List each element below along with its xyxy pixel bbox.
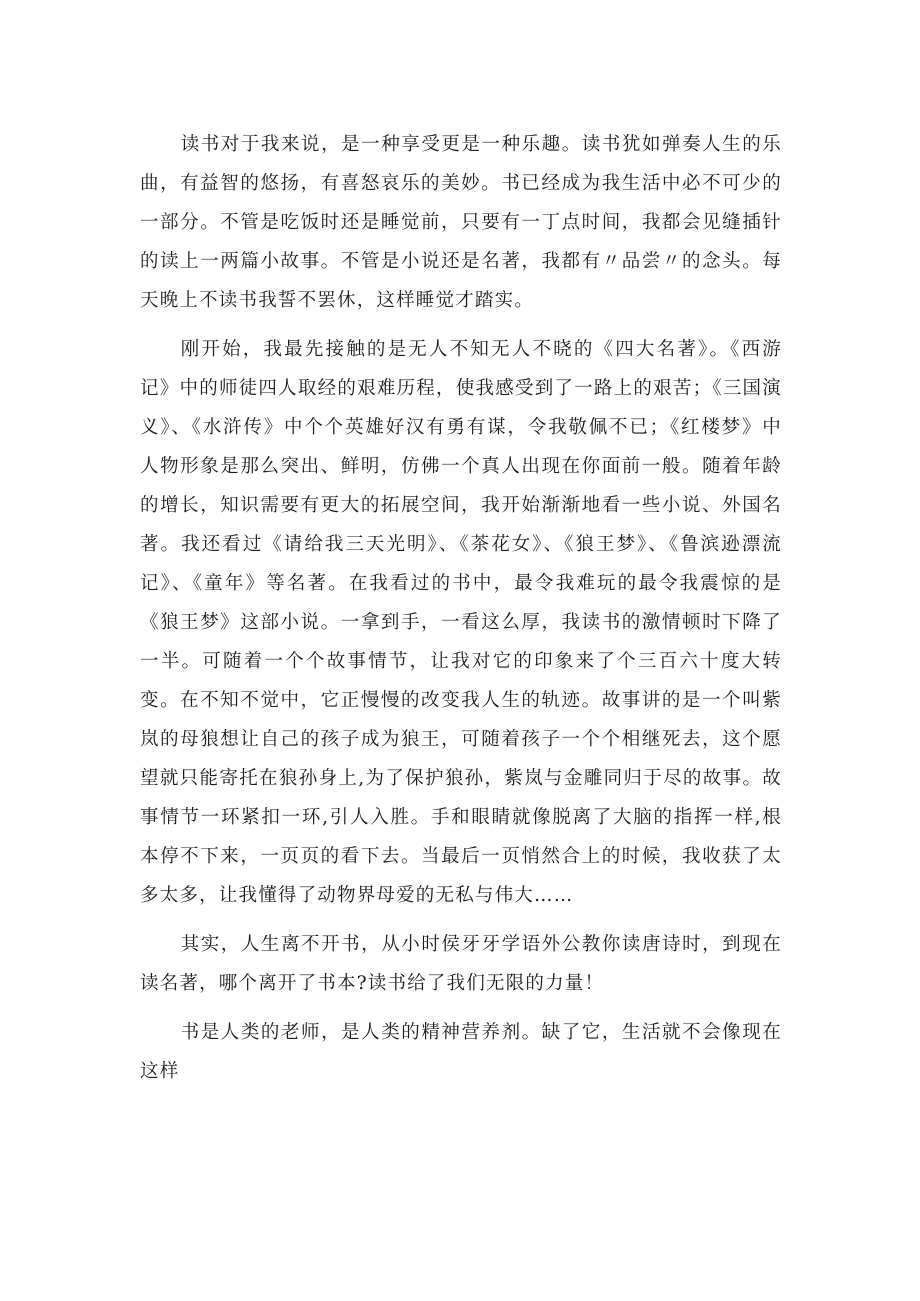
document-body xyxy=(140,125,782,1101)
paragraph-2: 刚开始，我最先接触的是无人不知无人不晓的《四大名著》。《西游记》中的师徒四人取经的艰难历程，使我感受到了一路上的艰苦；《三国演义》、《水浒传》中个个英雄好汉有勇有谋，令我敬佩不已；《红楼梦》中人物形象是那么突出、鲜明，仿佛一个真人出现在你面前一般。随着年龄的增长，知识需要有更大的拓展空间，我开始渐渐地看一些小说、外国名著。我还看过《请给我三天光明》、《茶花女》、《狼王梦》、《鲁滨逊漂流记》、《童年》等名著。在我看过的书中，最令我难玩的最令我震惊的是《狼王梦》这部小说。一拿到手，一看这么厚，我读书的激情顿时下降了一半。可随着一个个故事情节，让我对它的印象来了个三百六十度大转变。在不知不觉中，它正慢慢的改变我人生的轨迹。故事讲的是一个叫紫岚的母狼想让自己的孩子成为狼王，可随着孩子一个个相继死去，这个愿望就只能寄托在狼孙身上,为了保护狼孙，紫岚与金雕同归于尽的故事。故事情节一环紧扣一环,引人入胜。手和眼睛就像脱离了大脑的指挥一样,根本停不下来，一页页的看下去。当最后一页悄然合上的时候，我收获了太多太多，让我懂得了动物界母爱的无私与伟大…… xyxy=(140,339,782,906)
paragraph-3: 其实，人生离不开书，从小时侯牙牙学语外公教你读唐诗时，到现在读名著，哪个离开了书本?读书给了我们无限的力量！ xyxy=(140,934,782,994)
paragraph-1: 读书对于我来说，是一种享受更是一种乐趣。读书犹如弹奏人生的乐曲，有益智的悠扬，有喜怒哀乐的美妙。书已经成为我生活中必不可少的一部分。不管是吃饭时还是睡觉前，只要有一丁点时间，我都会见缝插针的读上一两篇小故事。不管是小说还是名著，我都有〃品尝〃的念头。每天晚上不读书我誓不罢休，这样睡觉才踏实。 xyxy=(140,134,782,311)
paragraph-4: 书是人类的老师，是人类的精神营养剂。缺了它，生活就不会像现在这样 xyxy=(140,1022,782,1082)
